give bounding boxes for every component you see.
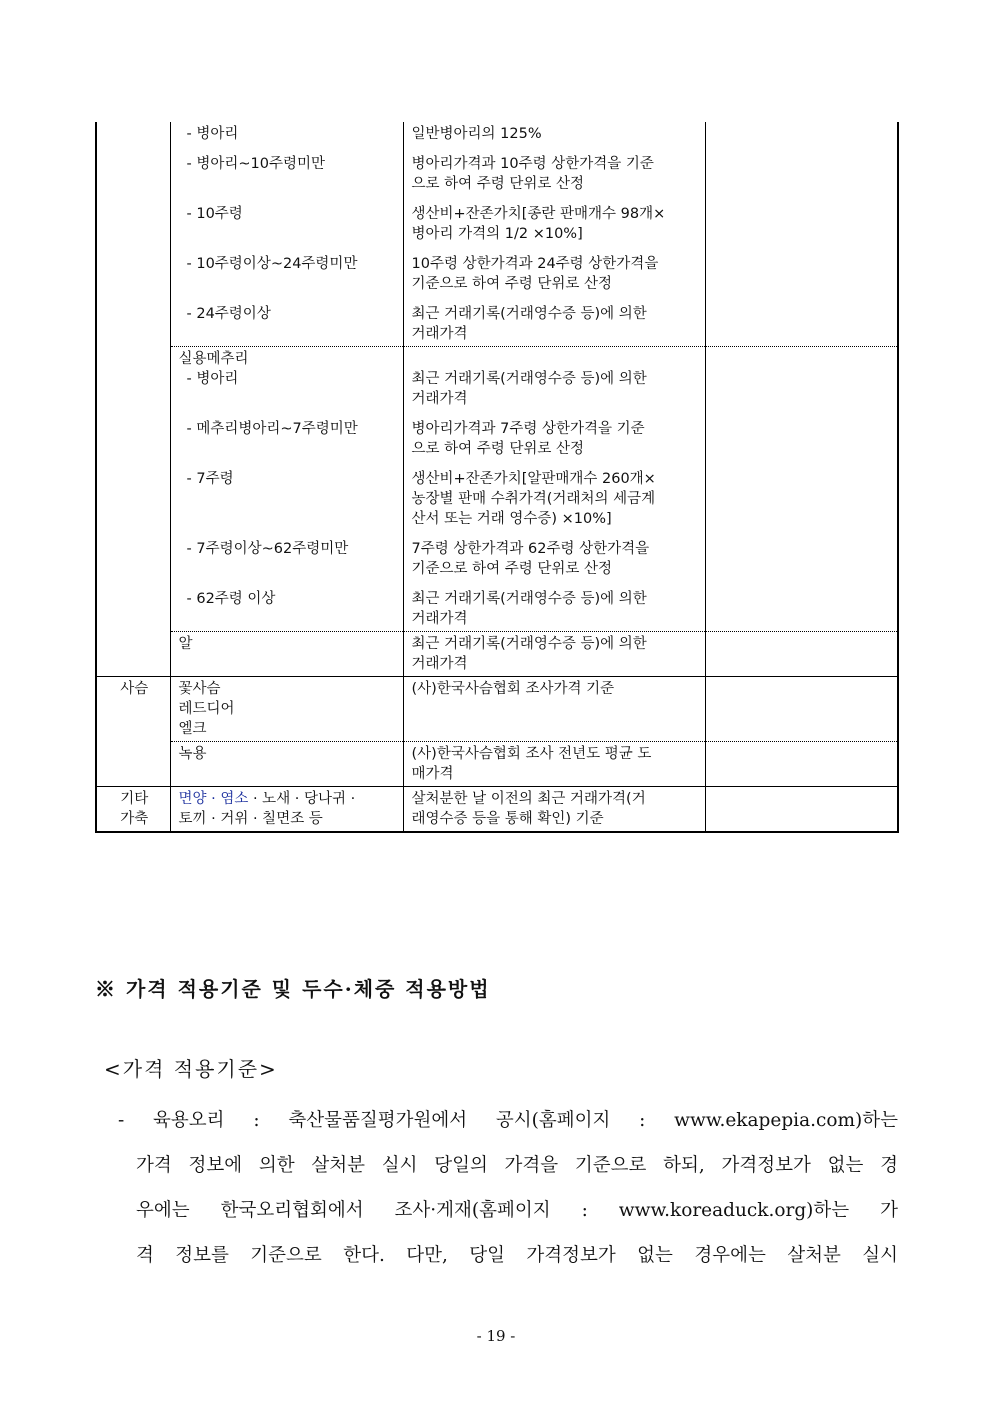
price-cell [403, 632, 705, 677]
item-entry [179, 154, 397, 194]
price-cell [403, 742, 705, 787]
paragraph-line: 격 정보를 기준으로 한다. 다만, 당일 가격정보가 없는 경우에는 살처분 실시 [136, 1245, 898, 1266]
price-entry [412, 254, 699, 294]
table-row [96, 742, 898, 787]
price-line: 병아리가격과 7주령 상한가격을 기준 [411, 421, 645, 437]
note-cell [705, 347, 898, 632]
antler-item: 녹용 [178, 746, 207, 762]
price-line: 기준으로 하여 주령 단위로 산정 [411, 561, 613, 577]
deer-item: 꽃사슴 [178, 681, 221, 697]
item-entry [179, 204, 397, 244]
item-label: - 7주령이상~62주령미만 [186, 541, 349, 557]
section-subheading: <가격 적용기준> [104, 1057, 278, 1081]
price-line: 최근 거래기록(거래영수증 등)에 의한 [411, 591, 647, 607]
page-number: - 19 - [476, 1327, 516, 1345]
price-line: 병아리가격과 10주령 상한가격을 기준 [411, 156, 654, 172]
other-price-line: 래영수증 등을 통해 확인) 기준 [411, 811, 604, 827]
other-items: · 노새 · 당나귀 · [248, 791, 356, 807]
item-entry [179, 124, 397, 144]
item-cell [170, 632, 403, 677]
note-cell [705, 742, 898, 787]
group-title: 실용메추리 [178, 351, 249, 367]
category-other: 가축 [120, 811, 149, 827]
table-row [96, 347, 898, 632]
price-table [95, 122, 899, 833]
item-entry [179, 254, 397, 294]
body-paragraph [118, 1098, 898, 1278]
price-line: 최근 거래기록(거래영수증 등)에 의한 [411, 371, 647, 387]
item-entry [179, 589, 397, 629]
table-row [96, 677, 898, 742]
deer-item: 엘크 [178, 721, 207, 737]
egg-item: 알 [178, 636, 193, 652]
note-cell [705, 787, 898, 833]
price-entry [412, 589, 699, 629]
price-entry [412, 419, 699, 459]
price-line: 으로 하여 주령 단위로 산정 [411, 176, 585, 192]
price-line: 거래가격 [411, 611, 468, 627]
item-entry [179, 419, 397, 459]
item-label: - 병아리~10주령미만 [186, 156, 325, 172]
price-line: 생산비+잔존가치[알판매개수 260개× [411, 471, 656, 487]
item-label: - 62주령 이상 [186, 591, 276, 607]
price-line: 생산비+잔존가치[종란 판매개수 98개× [411, 206, 666, 222]
item-label: - 7주령 [186, 471, 234, 487]
item-label: - 병아리 [186, 126, 239, 142]
item-entry [179, 369, 397, 409]
price-entry [412, 539, 699, 579]
item-entry [179, 304, 397, 344]
paragraph-line: 가격 정보에 의한 살처분 실시 당일의 가격을 기준으로 하되, 가격정보가 없는 경 [136, 1155, 898, 1176]
category-cell [96, 787, 170, 833]
price-line: 산서 또는 거래 영수증) ×10%] [411, 511, 612, 527]
category-cell [96, 677, 170, 787]
other-items-highlight: 면양 · 염소 [178, 791, 249, 807]
price-line: 병아리 가격의 1/2 ×10%] [411, 226, 583, 242]
item-cell [170, 787, 403, 833]
price-entry [412, 124, 699, 144]
category-deer: 사슴 [120, 681, 149, 697]
other-items: 토끼 · 거위 · 칠면조 등 [178, 811, 323, 827]
price-line: 최근 거래기록(거래영수증 등)에 의한 [411, 306, 647, 322]
egg-price-line: 최근 거래기록(거래영수증 등)에 의한 [411, 636, 647, 652]
price-entry [412, 304, 699, 344]
other-price-line: 살처분한 날 이전의 최근 거래가격(거 [411, 791, 646, 807]
item-label: - 10주령 [186, 206, 243, 222]
note-cell [705, 632, 898, 677]
item-label: - 병아리 [186, 371, 239, 387]
price-line: 일반병아리의 125% [411, 126, 542, 142]
item-cell [170, 347, 403, 632]
price-entry [412, 154, 699, 194]
note-cell [705, 122, 898, 347]
item-entry [179, 539, 397, 579]
deer-price-line: (사)한국사슴협회 조사가격 기준 [411, 681, 615, 697]
section-heading: ※ 가격 적용기준 및 두수·체중 적용방법 [95, 977, 491, 1001]
price-line: 농장별 판매 수취가격(거래처의 세금계 [411, 491, 656, 507]
item-cell [170, 122, 403, 347]
item-label: - 24주령이상 [186, 306, 271, 322]
price-cell [403, 347, 705, 632]
price-line: 7주령 상한가격과 62주령 상한가격을 [411, 541, 650, 557]
price-cell [403, 677, 705, 742]
price-entry [412, 369, 699, 409]
price-line: 기준으로 하여 주령 단위로 산정 [411, 276, 613, 292]
item-label: - 메추리병아리~7주령미만 [186, 421, 358, 437]
table-row [96, 122, 898, 347]
item-cell [170, 742, 403, 787]
price-cell [403, 787, 705, 833]
egg-price-line: 거래가격 [411, 656, 468, 672]
item-label: - 10주령이상~24주령미만 [186, 256, 358, 272]
price-line: 으로 하여 주령 단위로 산정 [411, 441, 585, 457]
table-row [96, 632, 898, 677]
item-entry [179, 469, 397, 529]
category-cell-empty [96, 122, 170, 677]
category-other: 기타 [120, 791, 149, 807]
price-cell [403, 122, 705, 347]
price-entry [412, 469, 699, 529]
deer-item: 레드디어 [178, 701, 235, 717]
price-line: 10주령 상한가격과 24주령 상한가격을 [411, 256, 659, 272]
paragraph-line: 우에는 한국오리협회에서 조사·게재(홈페이지 : www.koreaduck.org)하는 가 [136, 1200, 898, 1221]
price-line: 거래가격 [411, 391, 468, 407]
note-cell [705, 677, 898, 742]
antler-price-line: (사)한국사슴협회 조사 전년도 평균 도 [411, 746, 652, 762]
antler-price-line: 매가격 [411, 766, 454, 782]
table-row [96, 787, 898, 833]
paragraph-line: - 육용오리 : 축산물품질평가원에서 공시(홈페이지 : www.ekapepia.com)하는 [118, 1110, 898, 1131]
price-entry [412, 204, 699, 244]
price-line: 거래가격 [411, 326, 468, 342]
item-cell [170, 677, 403, 742]
